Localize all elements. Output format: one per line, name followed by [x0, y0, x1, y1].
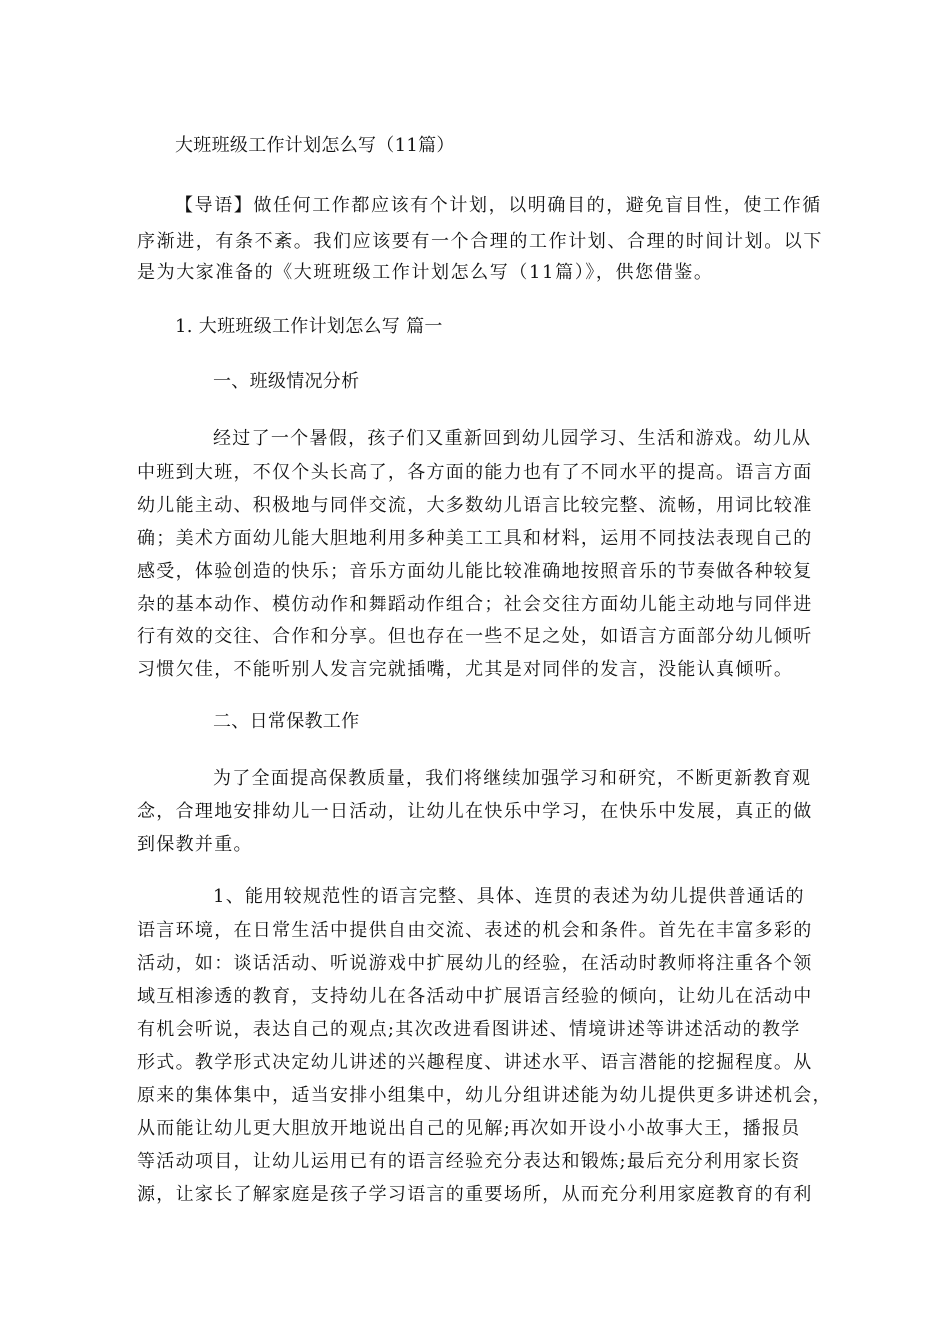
paragraph-line: 域互相渗透的教育，支持幼儿在各活动中扩展语言经验的倾向，让幼儿在活动中 [137, 986, 813, 1007]
paragraph-line: 活动，如：谈话活动、听说游戏中扩展幼儿的经验，在活动时教师将注重各个领 [137, 953, 813, 974]
paragraph-line: 语言环境，在日常生活中提供自由交流、表述的机会和条件。首先在丰富多彩的 [137, 920, 813, 941]
paragraph-line: 杂的基本动作、模仿动作和舞蹈动作组合；社会交往方面幼儿能主动地与同伴进 [137, 594, 813, 615]
document-title: 大班班级工作计划怎么写（11篇） [175, 135, 455, 156]
intro-line-2: 序渐进，有条不紊。我们应该要有一个合理的工作计划、合理的时间计划。以下 [137, 231, 823, 252]
paragraph-line: 到保教并重。 [137, 834, 253, 855]
intro-line-1: 【导语】做任何工作都应该有个计划，以明确目的，避免盲目性，使工作循 [175, 195, 822, 216]
paragraph-line: 等活动项目，让幼儿运用已有的语言经验充分表达和锻炼;最后充分利用家长资 [137, 1151, 801, 1172]
paragraph-line: 幼儿能主动、积极地与同伴交流，大多数幼儿语言比较完整、流畅，用词比较准 [137, 495, 813, 516]
paragraph-line: 为了全面提高保教质量，我们将继续加强学习和研究，不断更新教育观 [213, 768, 812, 789]
paragraph-line: 1、能用较规范性的语言完整、具体、连贯的表述为幼儿提供普通话的 [213, 886, 805, 907]
paragraph-line: 从而能让幼儿更大胆放开地说出自己的见解;再次如开设小小故事大王，播报员 [137, 1118, 801, 1139]
paragraph-line: 有机会听说，表达自己的观点;其次改进看图讲述、情境讲述等讲述活动的教学 [137, 1019, 801, 1040]
paragraph-line: 形式。教学形式决定幼儿讲述的兴趣程度、讲述水平、语言潜能的挖掘程度。从 [137, 1052, 813, 1073]
paragraph-line: 源，让家长了解家庭是孩子学习语言的重要场所，从而充分利用家庭教育的有利 [137, 1184, 813, 1205]
paragraph-line: 确；美术方面幼儿能大胆地利用多种美工工具和材料，运用不同技法表现自己的 [137, 528, 813, 549]
paragraph-line: 习惯欠佳，不能听别人发言完就插嘴，尤其是对同伴的发言，没能认真倾听。 [137, 659, 794, 680]
paragraph-line: 原来的集体集中，适当安排小组集中，幼儿分组讲述能为幼儿提供更多讲述机会， [137, 1085, 832, 1106]
heading-class-analysis: 一、班级情况分析 [213, 371, 360, 392]
paragraph-line: 感受，体验创造的快乐；音乐方面幼儿能比较准确地按照音乐的节奏做各种较复 [137, 561, 813, 582]
intro-line-3: 是为大家准备的《大班班级工作计划怎么写（11篇）》，供您借鉴。 [137, 262, 714, 283]
paragraph-line: 经过了一个暑假，孩子们又重新回到幼儿园学习、生活和游戏。幼儿从 [213, 428, 812, 449]
section-title: 1. 大班班级工作计划怎么写 篇一 [175, 316, 443, 337]
paragraph-line: 念，合理地安排幼儿一日活动，让幼儿在快乐中学习，在快乐中发展，真正的做 [137, 801, 813, 822]
paragraph-line: 中班到大班，不仅个头长高了，各方面的能力也有了不同水平的提高。语言方面 [137, 462, 813, 483]
paragraph-line: 行有效的交往、合作和分享。但也存在一些不足之处，如语言方面部分幼儿倾听 [137, 626, 813, 647]
heading-daily-care: 二、日常保教工作 [213, 711, 360, 732]
